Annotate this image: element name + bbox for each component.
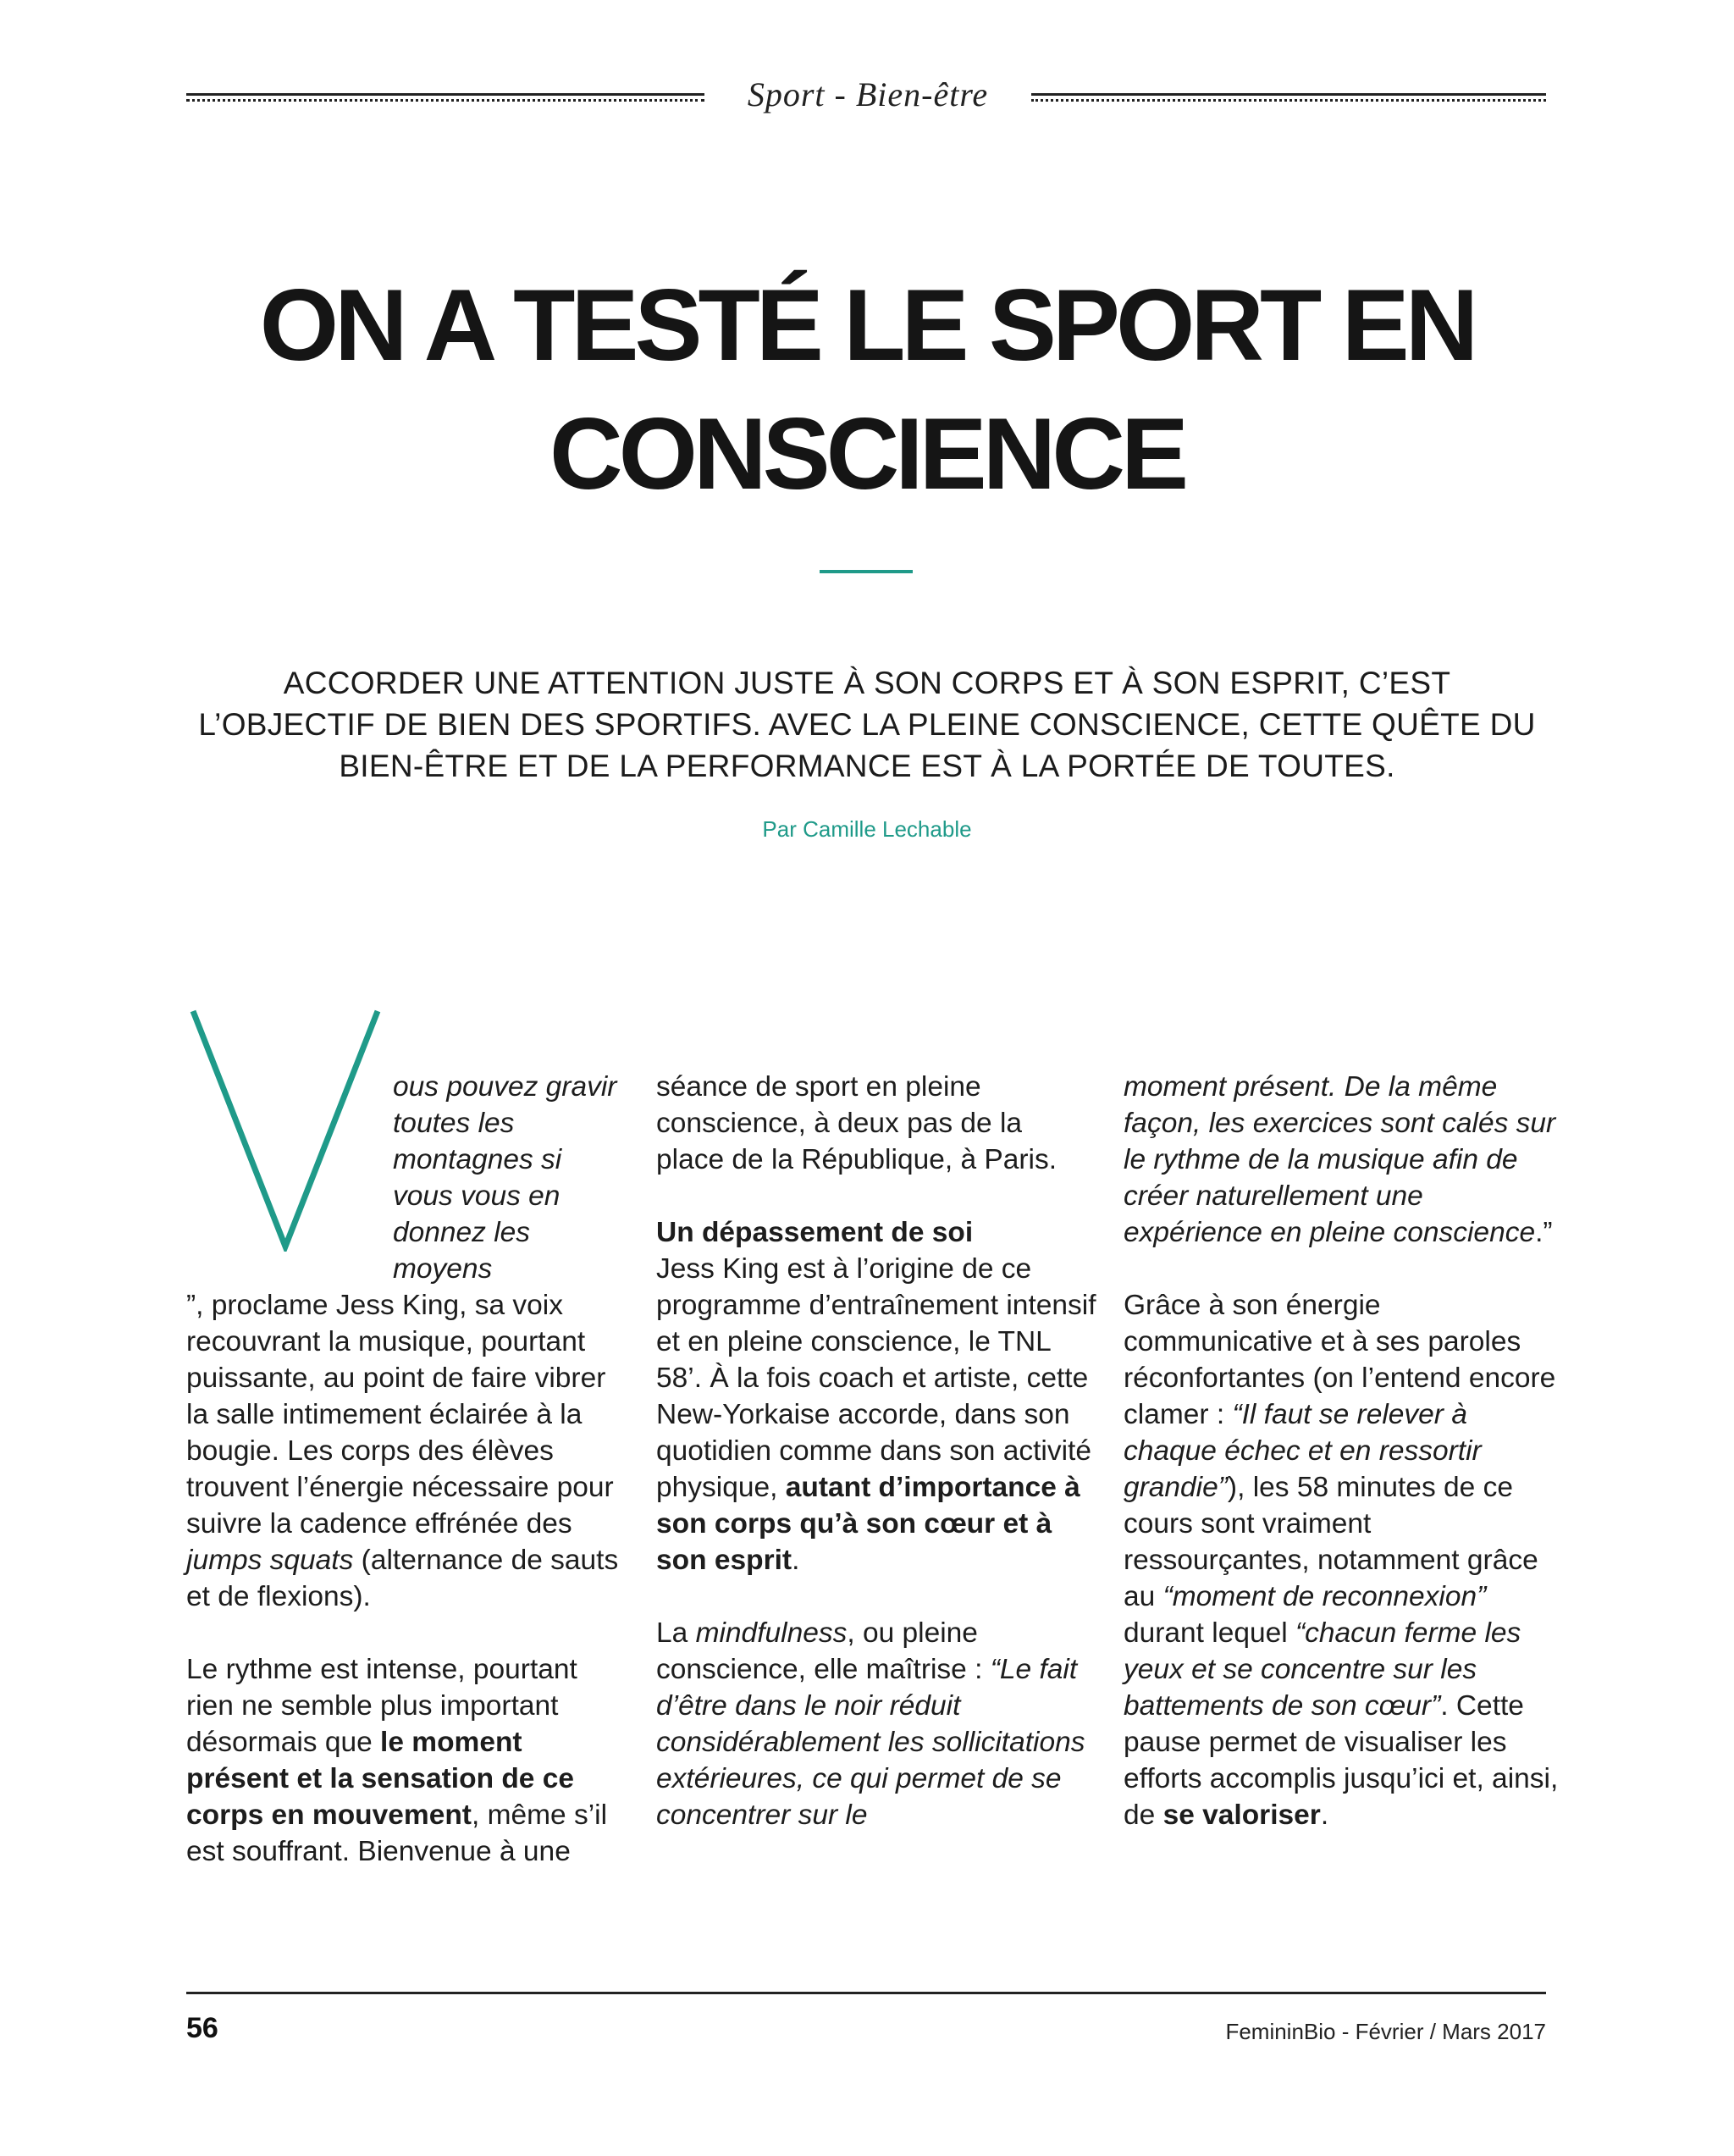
article-column-2 (656, 1069, 1096, 1870)
paragraph (186, 1651, 627, 1870)
bold-emphasis: se valoriser (1162, 1799, 1321, 1831)
paragraph (656, 1214, 1096, 1578)
section-rubric: Sport - Bien-être (747, 75, 989, 113)
quote-text: moment présent. De la même façon, les exercices sont calés sur le rythme de la musique afin de créer naturellement une expérience en pleine conscience (1124, 1071, 1556, 1248)
quote-text: “Le fait d’être dans le noir réduit considérablement les sollicitations extérieures, ce qui permet de se concentrer sur le (656, 1654, 1085, 1831)
quote-text: ous pouvez gravir toutes les montagnes si vous vous en donnez les moyens (393, 1071, 617, 1285)
article-byline: Par Camille Lechable (762, 816, 972, 842)
body-text: La (656, 1617, 696, 1649)
body-text: , même s’il est souffrant. Bienvenue à une (186, 1799, 608, 1867)
article-column-1 (186, 1069, 627, 1906)
publication-info: FemininBio - Février / Mars 2017 (1225, 2019, 1546, 2044)
paragraph (656, 1615, 1096, 1833)
body-text: (alternance de sauts et de flexions). (186, 1545, 619, 1612)
quote-text: “Il faut se relever à chaque échec et en ressortir grandie” (1124, 1399, 1482, 1503)
paragraph (1124, 1287, 1564, 1833)
body-text: durant lequel (1124, 1617, 1296, 1649)
page-number: 56 (186, 2012, 218, 2044)
bold-emphasis: autant d’importance à son corps qu’à son cœur et à son esprit (656, 1472, 1080, 1576)
body-text: , ou pleine conscience, elle maîtrise : (656, 1617, 991, 1685)
title-accent-rule (820, 570, 913, 573)
italic-term: mindfulness (695, 1617, 848, 1649)
article-standfirst: ACCORDER UNE ATTENTION JUSTE À SON CORPS ET À SON ESPRIT, C’EST L’OBJECTIF DE BIEN DES SPORTIFS. AVEC LA PLEINE CONSCIENCE, CETTE QUÊTE DU BIEN-ÊTRE ET DE LA PERFORMANCE EST À LA PORTÉE DE TOUTES. (198, 666, 1536, 783)
quote-text: “moment de reconnexion” (1162, 1581, 1487, 1612)
article-column-3 (1124, 1069, 1564, 1870)
quote-text: “chacun ferme les yeux et se concentre sur les battements de son cœur” (1124, 1617, 1521, 1722)
rubric-rule-right (1031, 93, 1546, 103)
body-text: . (792, 1545, 800, 1576)
bold-emphasis: le moment présent et la sensation de ce corps en mouvement (186, 1727, 575, 1831)
rubric-rule-left (186, 93, 704, 103)
section-subheading: Un dépassement de soi (656, 1217, 974, 1248)
paragraph (186, 1069, 627, 1615)
article-title: ON A TESTÉ LE SPORT EN CONSCIENCE (259, 268, 1475, 511)
italic-term: jumps squats (186, 1545, 354, 1576)
body-text: Jess King est à l’origine de ce programme d’entraînement intensif et en pleine conscience, le TNL 58’. À la fois coach et artiste, cette New-Yorkaise accorde, dans son quotidien comme dans son activité physique, (656, 1253, 1096, 1503)
body-text: ), les 58 minutes de ce cours sont vraiment ressourçantes, notamment grâce au (1124, 1472, 1538, 1612)
body-text: Le rythme est intense, pourtant rien ne semble plus important désormais que (186, 1654, 577, 1758)
body-text: .” (1535, 1217, 1553, 1248)
body-text: Grâce à son énergie communicative et à ses paroles réconfortantes (on l’entend encore clamer : (1124, 1290, 1556, 1430)
body-text: ”, proclame Jess King, sa voix recouvrant la musique, pourtant puissante, au point de faire vibrer la salle intimement éclairée à la bougie. Les corps des élèves trouvent l’énergie nécessaire pour suivre la cadence effrénée des (186, 1290, 614, 1540)
paragraph (1124, 1069, 1564, 1251)
footer-rule (186, 1992, 1546, 1994)
paragraph: séance de sport en pleine conscience, à deux pas de la place de la République, à Paris. (656, 1071, 1058, 1175)
body-text: . (1320, 1799, 1329, 1831)
body-text: . Cette pause permet de visualiser les efforts accomplis jusqu’ici et, ainsi, de (1124, 1690, 1559, 1831)
